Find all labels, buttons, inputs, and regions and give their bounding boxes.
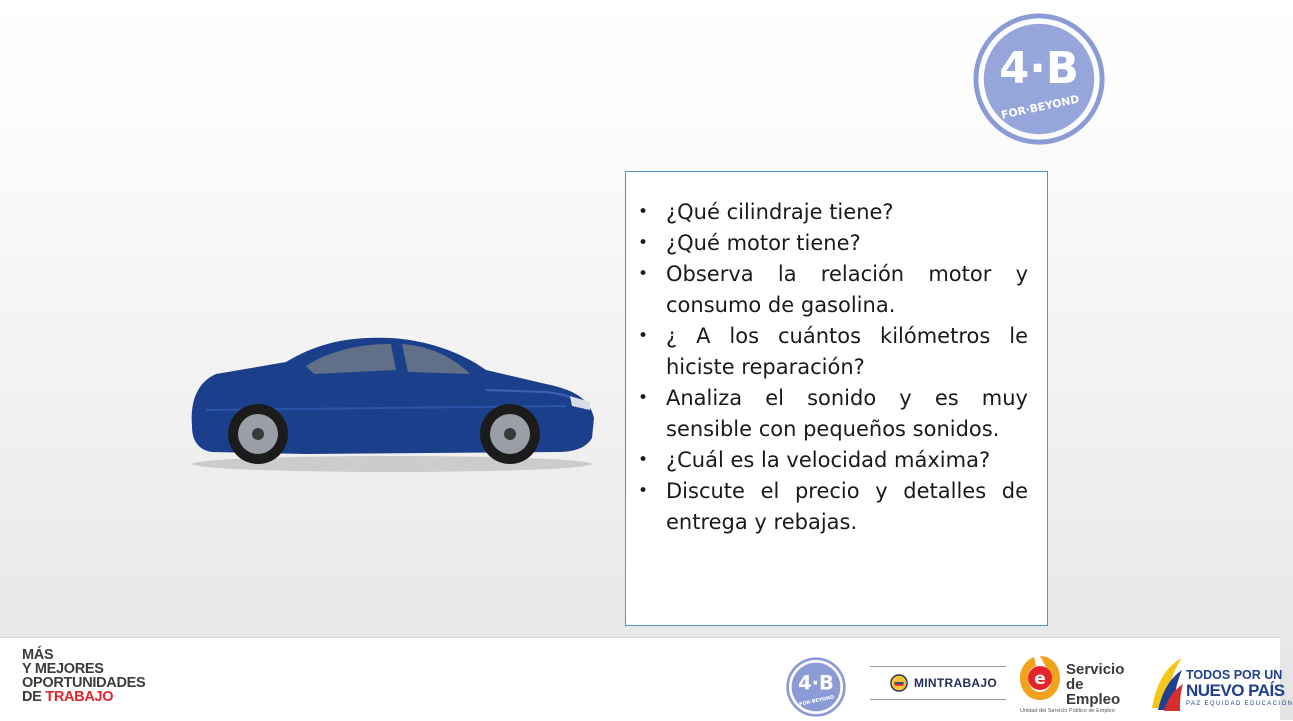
slogan — [22, 648, 222, 704]
question-item — [638, 476, 1028, 538]
bullet-icon: • — [638, 326, 649, 346]
question-item — [638, 383, 1028, 445]
mintrabajo-text: MINTRABAJO — [914, 676, 997, 690]
slogan-line: Y MEJORES — [22, 661, 104, 677]
footer-bar — [0, 637, 1293, 721]
question-text: Analiza el sonido y es muy sensible con pequeños sonidos. — [666, 386, 1028, 441]
car-image — [186, 330, 598, 476]
footer-for-beyond-logo — [785, 656, 847, 718]
colombia-flag-swoosh-icon — [1150, 654, 1184, 712]
question-item — [638, 445, 1028, 476]
bullet-icon: • — [638, 450, 649, 470]
todos-por-un-nuevo-pais-logo — [1150, 654, 1293, 714]
bullet-icon: • — [638, 202, 649, 222]
question-item — [638, 321, 1028, 383]
tpnp-line1: TODOS POR UN — [1186, 668, 1283, 682]
question-item — [638, 197, 1028, 228]
logo-bottom-text: FOR·BEYOND — [1000, 92, 1081, 122]
servicio-empleo-logo — [1018, 650, 1138, 720]
bullet-icon: • — [638, 233, 649, 253]
question-text: ¿Qué motor tiene? — [666, 231, 861, 255]
servicio-line1: Servicio — [1066, 661, 1125, 678]
servicio-empleo-e-icon — [1018, 654, 1062, 702]
slogan-line — [22, 690, 222, 704]
slogan-line: OPORTUNIDADES — [22, 675, 146, 691]
question-text: Discute el precio y detalles de entrega y rebajas. — [666, 479, 1028, 534]
mintrabajo-logo — [870, 666, 1006, 700]
footer-logo-bottom-text: FOR·BEYOND — [798, 694, 835, 708]
slogan-line: MÁS — [22, 647, 54, 663]
svg-text:e: e — [1034, 669, 1046, 689]
bullet-icon: • — [638, 388, 649, 408]
servicio-line2: de Empleo — [1066, 676, 1121, 708]
slogan-prefix: DE — [22, 689, 46, 705]
question-text: ¿Qué cilindraje tiene? — [666, 200, 894, 224]
bullet-icon: • — [638, 264, 649, 284]
for-beyond-logo — [972, 12, 1110, 150]
colombia-seal-icon — [890, 674, 908, 692]
question-text: ¿ A los cuántos kilómetros le hiciste reparación? — [666, 324, 1028, 379]
tpnp-line3: PAZ EQUIDAD EDUCACIÓN — [1186, 701, 1293, 707]
questions-box — [625, 171, 1048, 626]
question-item — [638, 228, 1028, 259]
tpnp-line2: NUEVO PAÍS — [1186, 681, 1285, 700]
slogan-highlight: TRABAJO — [45, 689, 114, 705]
question-item — [638, 259, 1028, 321]
question-text: ¿Cuál es la velocidad máxima? — [666, 448, 991, 472]
question-text: Observa la relación motor y consumo de gasolina. — [666, 262, 1028, 317]
footer-logo-top-text: 4·B — [798, 671, 834, 695]
question-list — [638, 197, 1028, 538]
logo-top-text: 4·B — [999, 43, 1079, 94]
servicio-subtitle: Unidad del Servicio Público de Empleo — [1020, 708, 1115, 714]
bullet-icon: • — [638, 481, 649, 501]
